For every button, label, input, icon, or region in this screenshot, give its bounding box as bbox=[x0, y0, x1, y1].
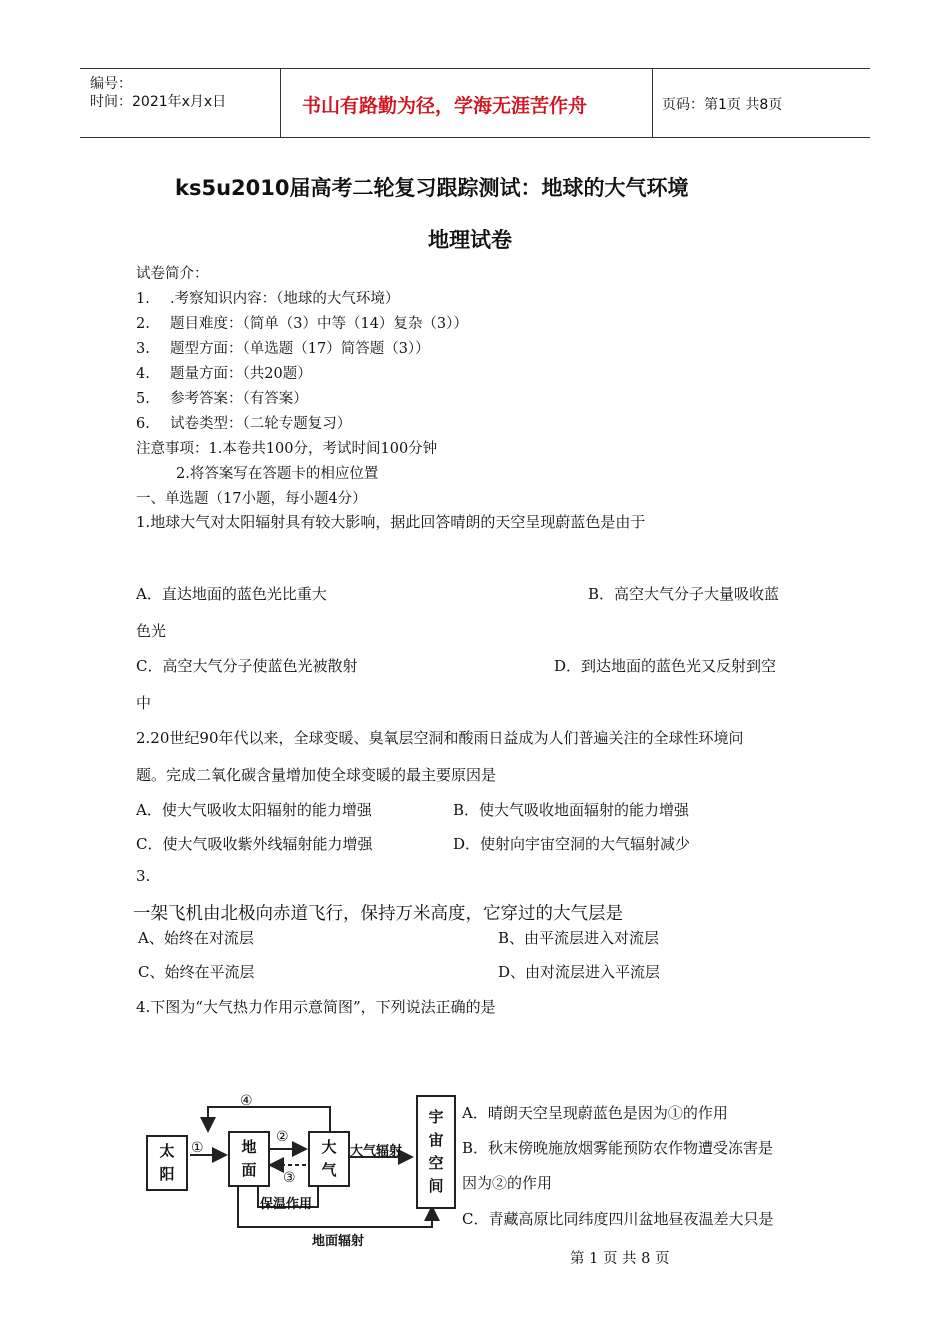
header-motto-cell bbox=[280, 69, 653, 137]
question-2-option-b: B．使大气吸收地面辐射的能力增强 bbox=[453, 801, 690, 819]
question-3-option-d: D、由对流层进入平流层 bbox=[498, 963, 661, 981]
question-4-option-a: A．晴朗天空呈现蔚蓝色是因为①的作用 bbox=[462, 1104, 728, 1122]
intro-item: 1. .考察知识内容：（地球的大气环境） bbox=[136, 291, 400, 307]
header-meta-cell bbox=[80, 69, 281, 137]
insulation-label: 保温作用 bbox=[260, 1197, 313, 1212]
label-2: ② bbox=[276, 1129, 289, 1145]
question-4-option-c: C．青藏高原比同纬度四川盆地昼夜温差大只是 bbox=[462, 1210, 774, 1228]
intro-item: 6. 试卷类型：（二轮专题复习） bbox=[136, 416, 352, 432]
time-label: 时间：2021年x月x日 bbox=[90, 94, 227, 110]
ground-radiation-label: 地面辐射 bbox=[312, 1234, 365, 1249]
ground-box: 地 面 bbox=[228, 1131, 270, 1187]
question-1-option-d-cont: 中 bbox=[136, 694, 152, 712]
question-3-option-c: C、始终在平流层 bbox=[138, 963, 255, 981]
question-1-option-a: A．直达地面的蓝色光比重大 bbox=[136, 585, 327, 603]
label-4: ④ bbox=[240, 1093, 253, 1109]
atmospheric-radiation-label: 大气辐射 bbox=[350, 1144, 403, 1159]
intro-item: 5. 参考答案：（有答案） bbox=[136, 391, 308, 407]
page-title: ks5u2010届高考二轮复习跟踪测试：地球的大气环境 bbox=[175, 176, 689, 200]
question-3-stem: 一架飞机由北极向赤道飞行，保持万米高度，它穿过的大气层是 bbox=[133, 904, 623, 924]
question-3-number: 3. bbox=[136, 867, 151, 885]
intro-item: 2. 题目难度：（简单（3）中等（14）复杂（3）） bbox=[136, 316, 468, 332]
motto: 书山有路勤为径，学海无涯苦作舟 bbox=[302, 95, 588, 117]
sun-box: 太 阳 bbox=[146, 1135, 188, 1191]
question-3-option-a: A、始终在对流层 bbox=[138, 929, 254, 947]
question-1-option-b: B．高空大气分子大量吸收蓝 bbox=[588, 585, 780, 603]
question-3-option-b: B、由平流层进入对流层 bbox=[498, 929, 660, 947]
question-1-stem: 1.地球大气对太阳辐射具有较大影响，据此回答晴朗的天空呈现蔚蓝色是由于 bbox=[136, 513, 646, 531]
label-3: ③ bbox=[283, 1170, 296, 1186]
space-box: 宇 宙 空 间 bbox=[416, 1095, 456, 1209]
question-2-option-d: D．使射向宇宙空洞的大气辐射减少 bbox=[453, 835, 691, 853]
header-table bbox=[80, 68, 870, 138]
page-footer: 第 1 页 共 8 页 bbox=[570, 1251, 670, 1267]
question-1-option-b-cont: 色光 bbox=[136, 622, 167, 640]
question-1-option-c: C．高空大气分子使蓝色光被散射 bbox=[136, 657, 358, 675]
question-2-option-c: C．使大气吸收紫外线辐射能力增强 bbox=[136, 835, 373, 853]
notice-2: 2.将答案写在答题卡的相应位置 bbox=[176, 466, 379, 482]
question-4-option-b: B．秋末傍晚施放烟雾能预防农作物遭受冻害是 bbox=[462, 1139, 774, 1157]
notice-1: 注意事项：1.本卷共100分，考试时间100分钟 bbox=[136, 441, 438, 457]
question-2-option-a: A．使大气吸收太阳辐射的能力增强 bbox=[136, 801, 372, 819]
atmosphere-box: 大 气 bbox=[308, 1131, 350, 1187]
question-4-option-b-cont: 因为②的作用 bbox=[462, 1174, 553, 1192]
header-page-cell bbox=[652, 69, 870, 137]
intro-item: 4. 题量方面：（共20题） bbox=[136, 366, 312, 382]
intro-heading: 试卷简介： bbox=[136, 266, 209, 282]
page-code: 页码：第1页 共8页 bbox=[662, 97, 783, 113]
code-label: 编号： bbox=[90, 76, 132, 92]
question-4-stem: 4.下图为“大气热力作用示意简图”，下列说法正确的是 bbox=[136, 998, 496, 1016]
section-heading: 一、单选题（17小题，每小题4分） bbox=[136, 491, 367, 507]
question-2-stem-cont: 题。完成二氧化碳含量增加使全球变暖的最主要原因是 bbox=[136, 766, 497, 784]
question-1-option-d: D．到达地面的蓝色光又反射到空 bbox=[554, 657, 777, 675]
intro-item: 3. 题型方面：（单选题（17）简答题（3）） bbox=[136, 341, 430, 357]
question-2-stem: 2.20世纪90年代以来，全球变暖、臭氧层空洞和酸雨日益成为人们普遍关注的全球性环境问 bbox=[136, 729, 744, 747]
page-subtitle: 地理试卷 bbox=[428, 228, 512, 252]
label-1: ① bbox=[191, 1140, 204, 1156]
